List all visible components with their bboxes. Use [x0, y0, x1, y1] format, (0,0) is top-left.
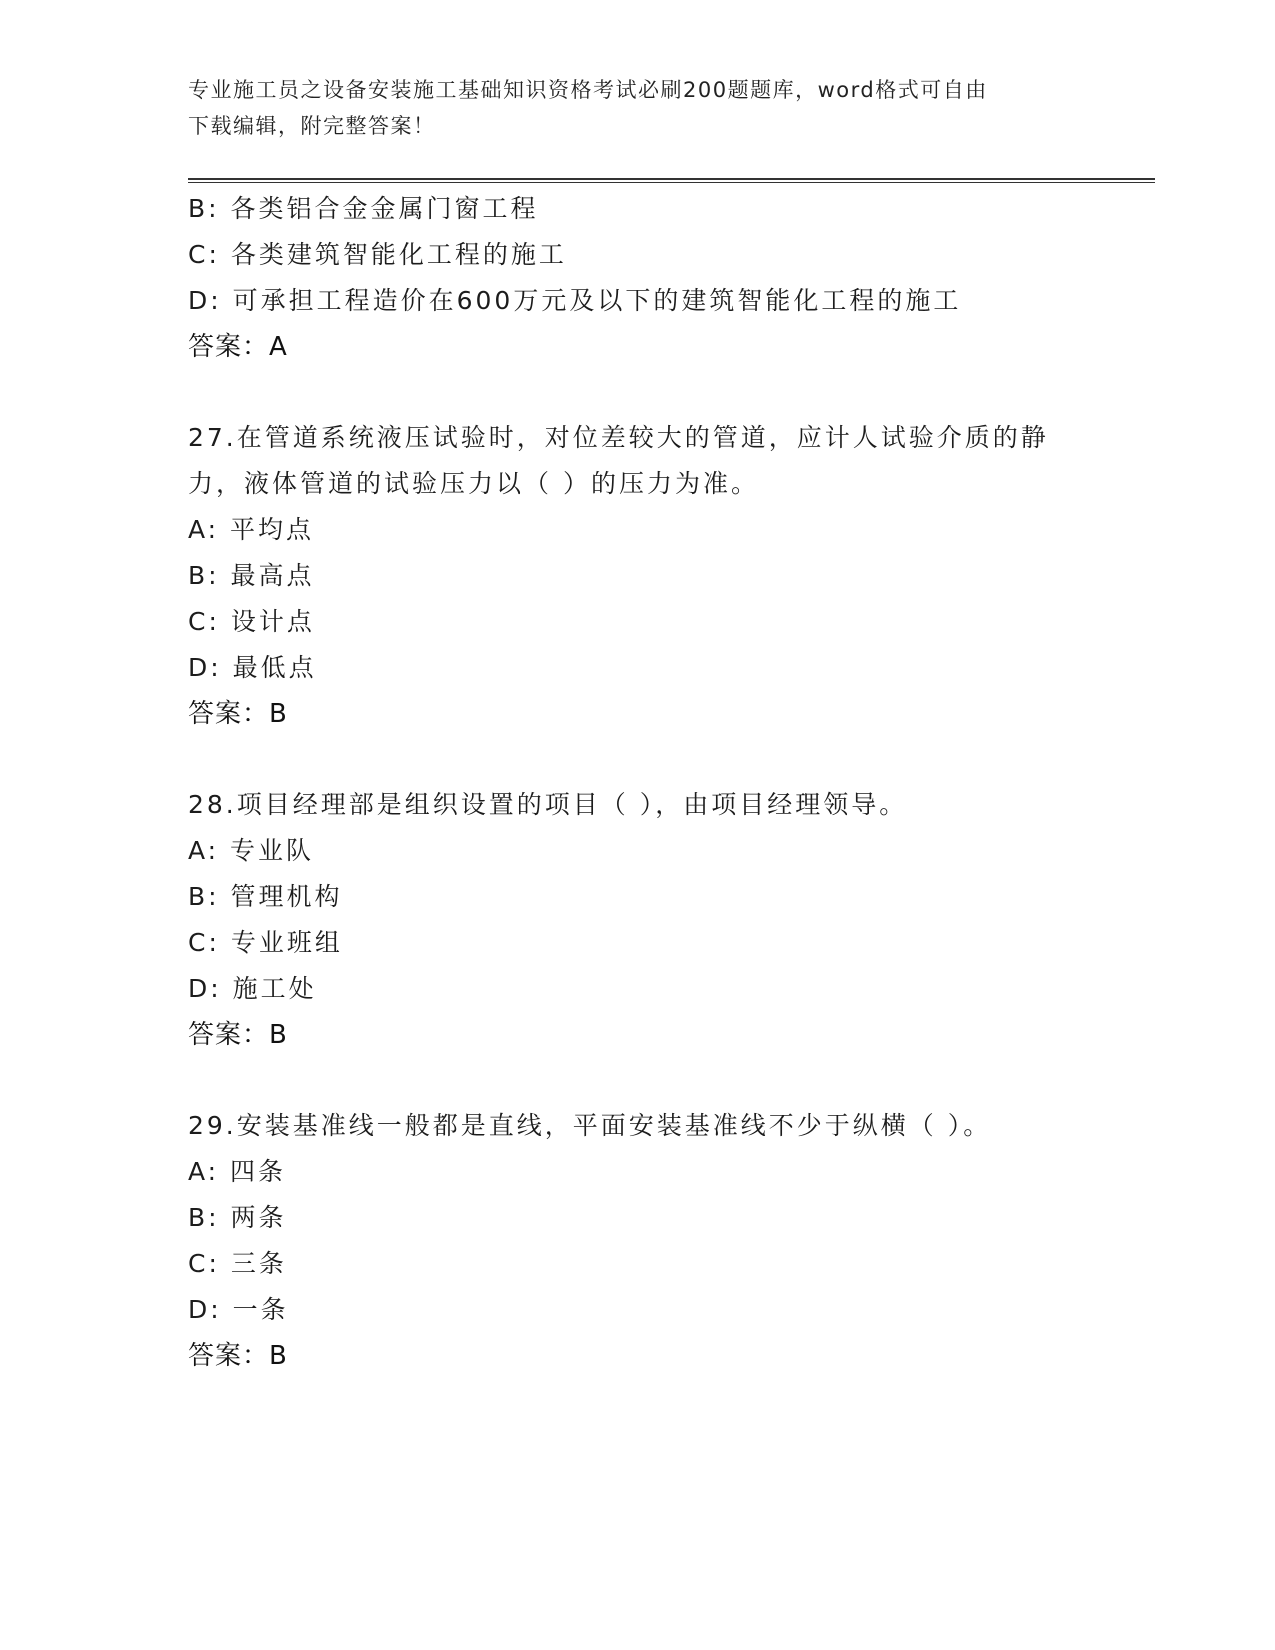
question-29 [188, 1103, 1158, 1379]
spacer [188, 370, 1158, 415]
question-27 [188, 415, 1158, 737]
question-stem-line-1: 27.在管道系统液压试验时，对位差较大的管道，应计人试验介质的静 [188, 423, 1049, 452]
option-b: B: 最高点 [188, 561, 315, 590]
option-c: C: 各类建筑智能化工程的施工 [188, 240, 567, 269]
answer-line: 答案：B [188, 699, 288, 729]
question-26-continuation [188, 186, 1158, 370]
question-28 [188, 782, 1158, 1058]
answer-line: 答案：A [188, 332, 288, 362]
option-b: B: 管理机构 [188, 882, 343, 911]
question-stem-line-1: 28.项目经理部是组织设置的项目（ ），由项目经理领导。 [188, 790, 908, 819]
option-d: D: 可承担工程造价在600万元及以下的建筑智能化工程的施工 [188, 286, 962, 315]
header-title-line-2: 下载编辑，附完整答案！ [188, 114, 436, 138]
spacer [188, 737, 1158, 782]
spacer [188, 1058, 1158, 1103]
option-d: D: 一条 [188, 1295, 289, 1324]
option-a: A: 专业队 [188, 836, 315, 865]
option-d: D: 施工处 [188, 974, 317, 1003]
option-b: B: 各类铝合金金属门窗工程 [188, 194, 539, 223]
option-a: A: 平均点 [188, 515, 315, 544]
option-c: C: 专业班组 [188, 928, 343, 957]
question-stem [188, 782, 1088, 828]
option-c: C: 三条 [188, 1249, 287, 1278]
option-d: D: 最低点 [188, 653, 317, 682]
header-divider [188, 178, 1155, 183]
option-a: A: 四条 [188, 1157, 287, 1186]
option-c: C: 设计点 [188, 607, 315, 636]
header-title-line-1: 专业施工员之设备安装施工基础知识资格考试必刷200题题库，word格式可自由 [188, 78, 988, 102]
option-b: B: 两条 [188, 1203, 287, 1232]
question-content [188, 186, 1158, 1379]
answer-line: 答案：B [188, 1020, 288, 1050]
question-stem-line-2: 力，液体管道的试验压力以（ ）的压力为准。 [188, 469, 759, 498]
question-stem [188, 415, 1088, 507]
answer-line: 答案：B [188, 1341, 288, 1371]
question-stem-line-1: 29.安装基准线一般都是直线，平面安装基准线不少于纵横（ ）。 [188, 1111, 992, 1140]
document-header [188, 72, 1068, 144]
question-stem [188, 1103, 1088, 1149]
